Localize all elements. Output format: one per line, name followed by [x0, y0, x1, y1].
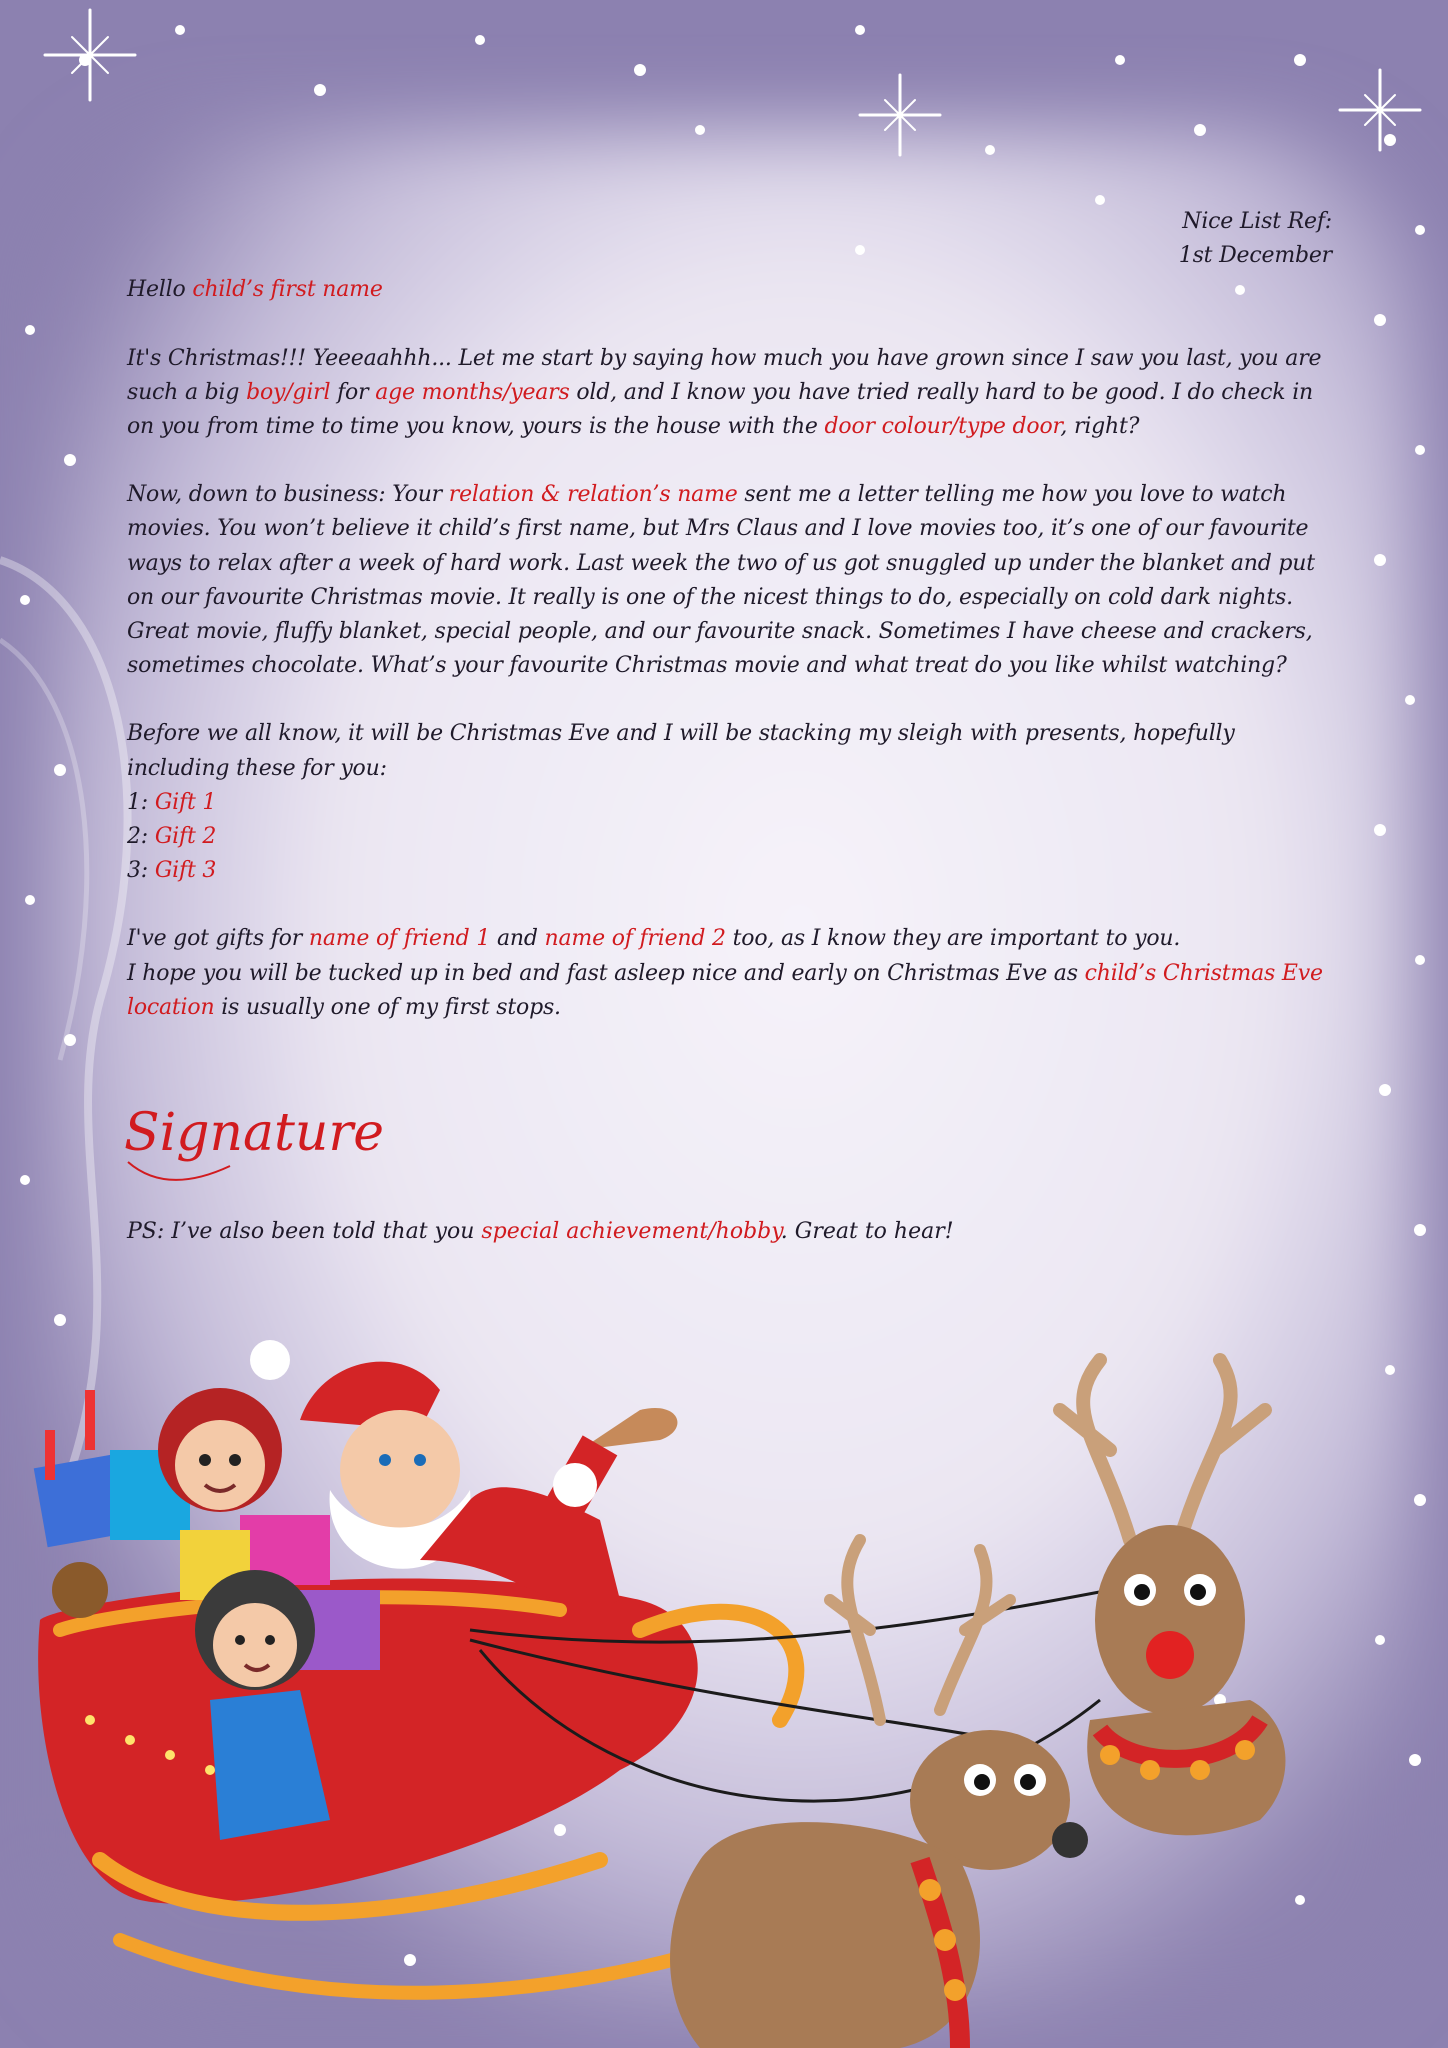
paragraph-5: [127, 957, 1332, 1025]
reindeer-rudolph-image: [1060, 1360, 1285, 1835]
age-placeholder: age months/years: [375, 379, 570, 405]
gift-number: 1:: [127, 789, 149, 815]
greeting: [127, 273, 1332, 307]
gift-placeholder: Gift 1: [154, 789, 217, 815]
para4-text-3: I hope you will be tucked up in bed and fast asleep nice and early on Christmas Eve as: [127, 960, 1078, 986]
gender-placeholder: boy/girl: [246, 379, 331, 405]
letter-body: [127, 205, 1332, 1025]
para1-text-3: old, and I know you have tried really hard to be good. I do check in on you from time to time you know, yours is the house with the: [127, 379, 1314, 440]
para2-text-2: sent me a letter telling me how you love to watch movies. You won’t believe it child’s first name, but Mrs Claus and I love movies too, it’s one of our favourite ways to relax after a week of hard work. Last week the two of us got snuggled up under the blanket and put on our favourite Christmas movie. It really is one of the nicest things to do, especially on cold dark nights. Great movie, fluffy blanket, special people, and our favourite snack. Sometimes I have cheese and crackers, sometimes chocolate. What’s your favourite Christmas movie and what treat do you like whilst watching?: [127, 482, 1315, 679]
ref-label: Nice List Ref:: [1182, 209, 1332, 234]
ps-text-2: . Great to hear!: [780, 1219, 954, 1244]
signature-text: Signature: [124, 1103, 385, 1163]
door-placeholder: door colour/type door: [824, 414, 1061, 440]
para1-text-1: It's Christmas!!! Yeeeaahhh... Let me start by saying how much you have grown since I saw you last, you are such a big: [127, 345, 1322, 405]
santa-sleigh-illustration: [0, 1300, 1448, 2048]
paragraph-3: [127, 717, 1332, 785]
achievement-placeholder: special achievement/hobby: [481, 1219, 781, 1244]
para1-text-4: , right?: [1060, 414, 1140, 440]
gift-number: 3:: [127, 858, 149, 884]
greeting-hello: Hello: [127, 277, 186, 303]
postscript: [127, 1215, 1327, 1249]
gift-item: [127, 854, 1332, 888]
letter-date: 1st December: [1178, 243, 1332, 269]
para4-text-4: is usually one of my first stops.: [221, 994, 561, 1020]
gift-list: [127, 786, 1332, 889]
location-placeholder: child’s Christmas Eve location: [127, 960, 1323, 1020]
paragraph-4: [127, 922, 1332, 956]
girl-image: [158, 1388, 282, 1512]
para4-text-1: I've got gifts for: [127, 926, 303, 952]
friend1-placeholder: name of friend 1: [308, 926, 491, 952]
signature: [120, 1070, 385, 1200]
paragraph-2: [127, 478, 1332, 683]
para3-text-1: Before we all know, it will be Christmas Eve and I will be stacking my sleigh with presents, hopefully including these for you:: [127, 721, 1235, 781]
para4-text-2: too, as I know they are important to you.: [732, 926, 1181, 952]
ps-text-1: PS: I’ve also been told that you: [127, 1219, 475, 1244]
gift-placeholder: Gift 2: [154, 824, 217, 850]
paragraph-1: [127, 342, 1332, 445]
friend2-placeholder: name of friend 2: [544, 926, 726, 952]
relation-placeholder: relation & relation’s name: [448, 482, 738, 508]
gift-item: [127, 820, 1332, 854]
para4-and: and: [496, 926, 538, 952]
para1-text-2: for: [337, 379, 369, 405]
child-name-placeholder: child’s first name: [192, 277, 383, 303]
gift-item: [127, 786, 1332, 820]
gift-number: 2:: [127, 824, 149, 850]
para2-text-1: Now, down to business: Your: [127, 482, 442, 508]
gift-placeholder: Gift 3: [154, 858, 217, 884]
